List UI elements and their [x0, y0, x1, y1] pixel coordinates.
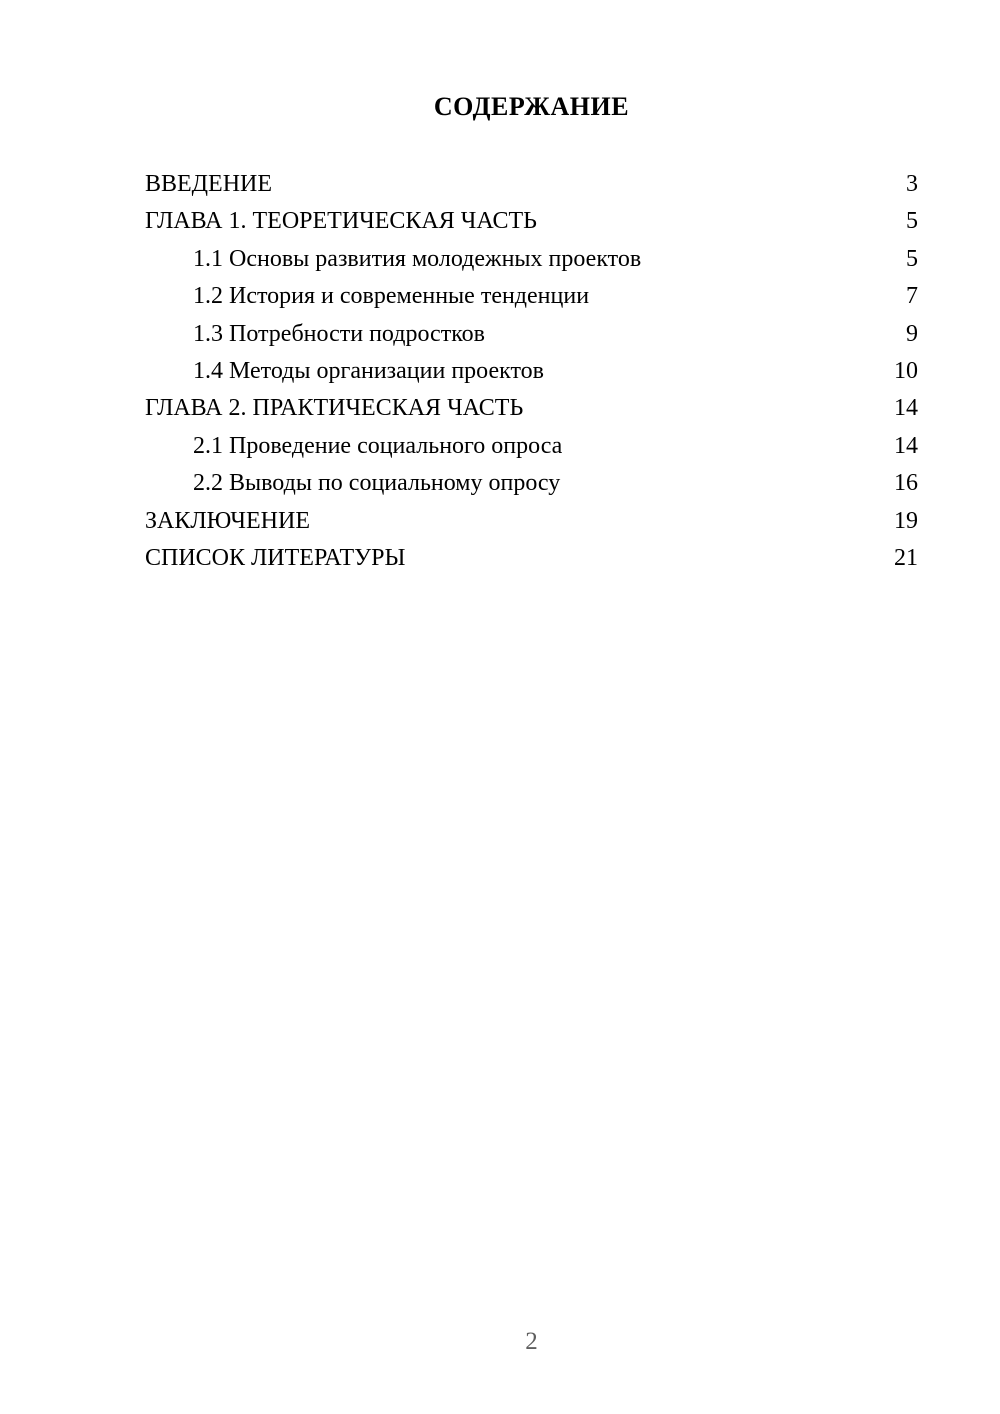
toc-entry-page: 9: [906, 320, 918, 347]
toc-entry-page: 14: [894, 395, 918, 422]
toc-row-section-1-3: [145, 316, 918, 353]
toc-entry-label: ГЛАВА 2. ПРАКТИЧЕСКАЯ ЧАСТЬ: [145, 395, 524, 422]
toc-entry-label: ЗАКЛЮЧЕНИЕ: [145, 507, 310, 534]
toc-entry-page: 10: [894, 358, 918, 385]
toc-entry-page: 14: [894, 432, 918, 459]
toc-entry-label: 2.1 Проведение социального опроса: [193, 432, 563, 459]
toc-row-chapter2: [145, 390, 918, 427]
toc-row-conclusion: [145, 503, 918, 540]
toc-entry-label: СПИСОК ЛИТЕРАТУРЫ: [145, 545, 406, 572]
footer-page-number: 2: [525, 1328, 538, 1355]
toc-entry-label: ВВЕДЕНИЕ: [145, 171, 273, 197]
toc-row-bibliography: [145, 540, 918, 577]
toc-entry-label: 2.2 Выводы по социальному опросу: [193, 470, 561, 497]
page-content: [145, 0, 918, 577]
page-title: СОДЕРЖАНИЕ: [433, 92, 630, 121]
toc-entry-label: 1.1 Основы развития молодежных проектов: [193, 245, 642, 272]
toc-row-section-1-1: [145, 241, 918, 278]
toc-entry-label: 1.4 Методы организации проектов: [193, 358, 544, 385]
table-of-contents: [145, 166, 918, 577]
toc-entry-page: 5: [906, 245, 918, 272]
toc-entry-page: 16: [894, 470, 918, 497]
toc-row-section-2-1: [145, 428, 918, 465]
toc-entry-label: 1.3 Потребности подростков: [193, 320, 485, 347]
toc-entry-page: 5: [906, 208, 918, 235]
toc-row-section-1-4: [145, 353, 918, 390]
toc-row-introduction: [145, 166, 918, 203]
toc-entry-page: 21: [894, 545, 918, 572]
toc-entry-label: ГЛАВА 1. ТЕОРЕТИЧЕСКАЯ ЧАСТЬ: [145, 208, 537, 235]
toc-entry-page: 19: [894, 507, 918, 534]
toc-entry-label: 1.2 История и современные тенденции: [193, 283, 590, 310]
toc-row-chapter1: [145, 203, 918, 240]
toc-row-section-2-2: [145, 465, 918, 502]
toc-row-section-1-2: [145, 278, 918, 315]
toc-entry-page: 7: [906, 283, 918, 310]
toc-entry-page: 3: [906, 171, 918, 197]
